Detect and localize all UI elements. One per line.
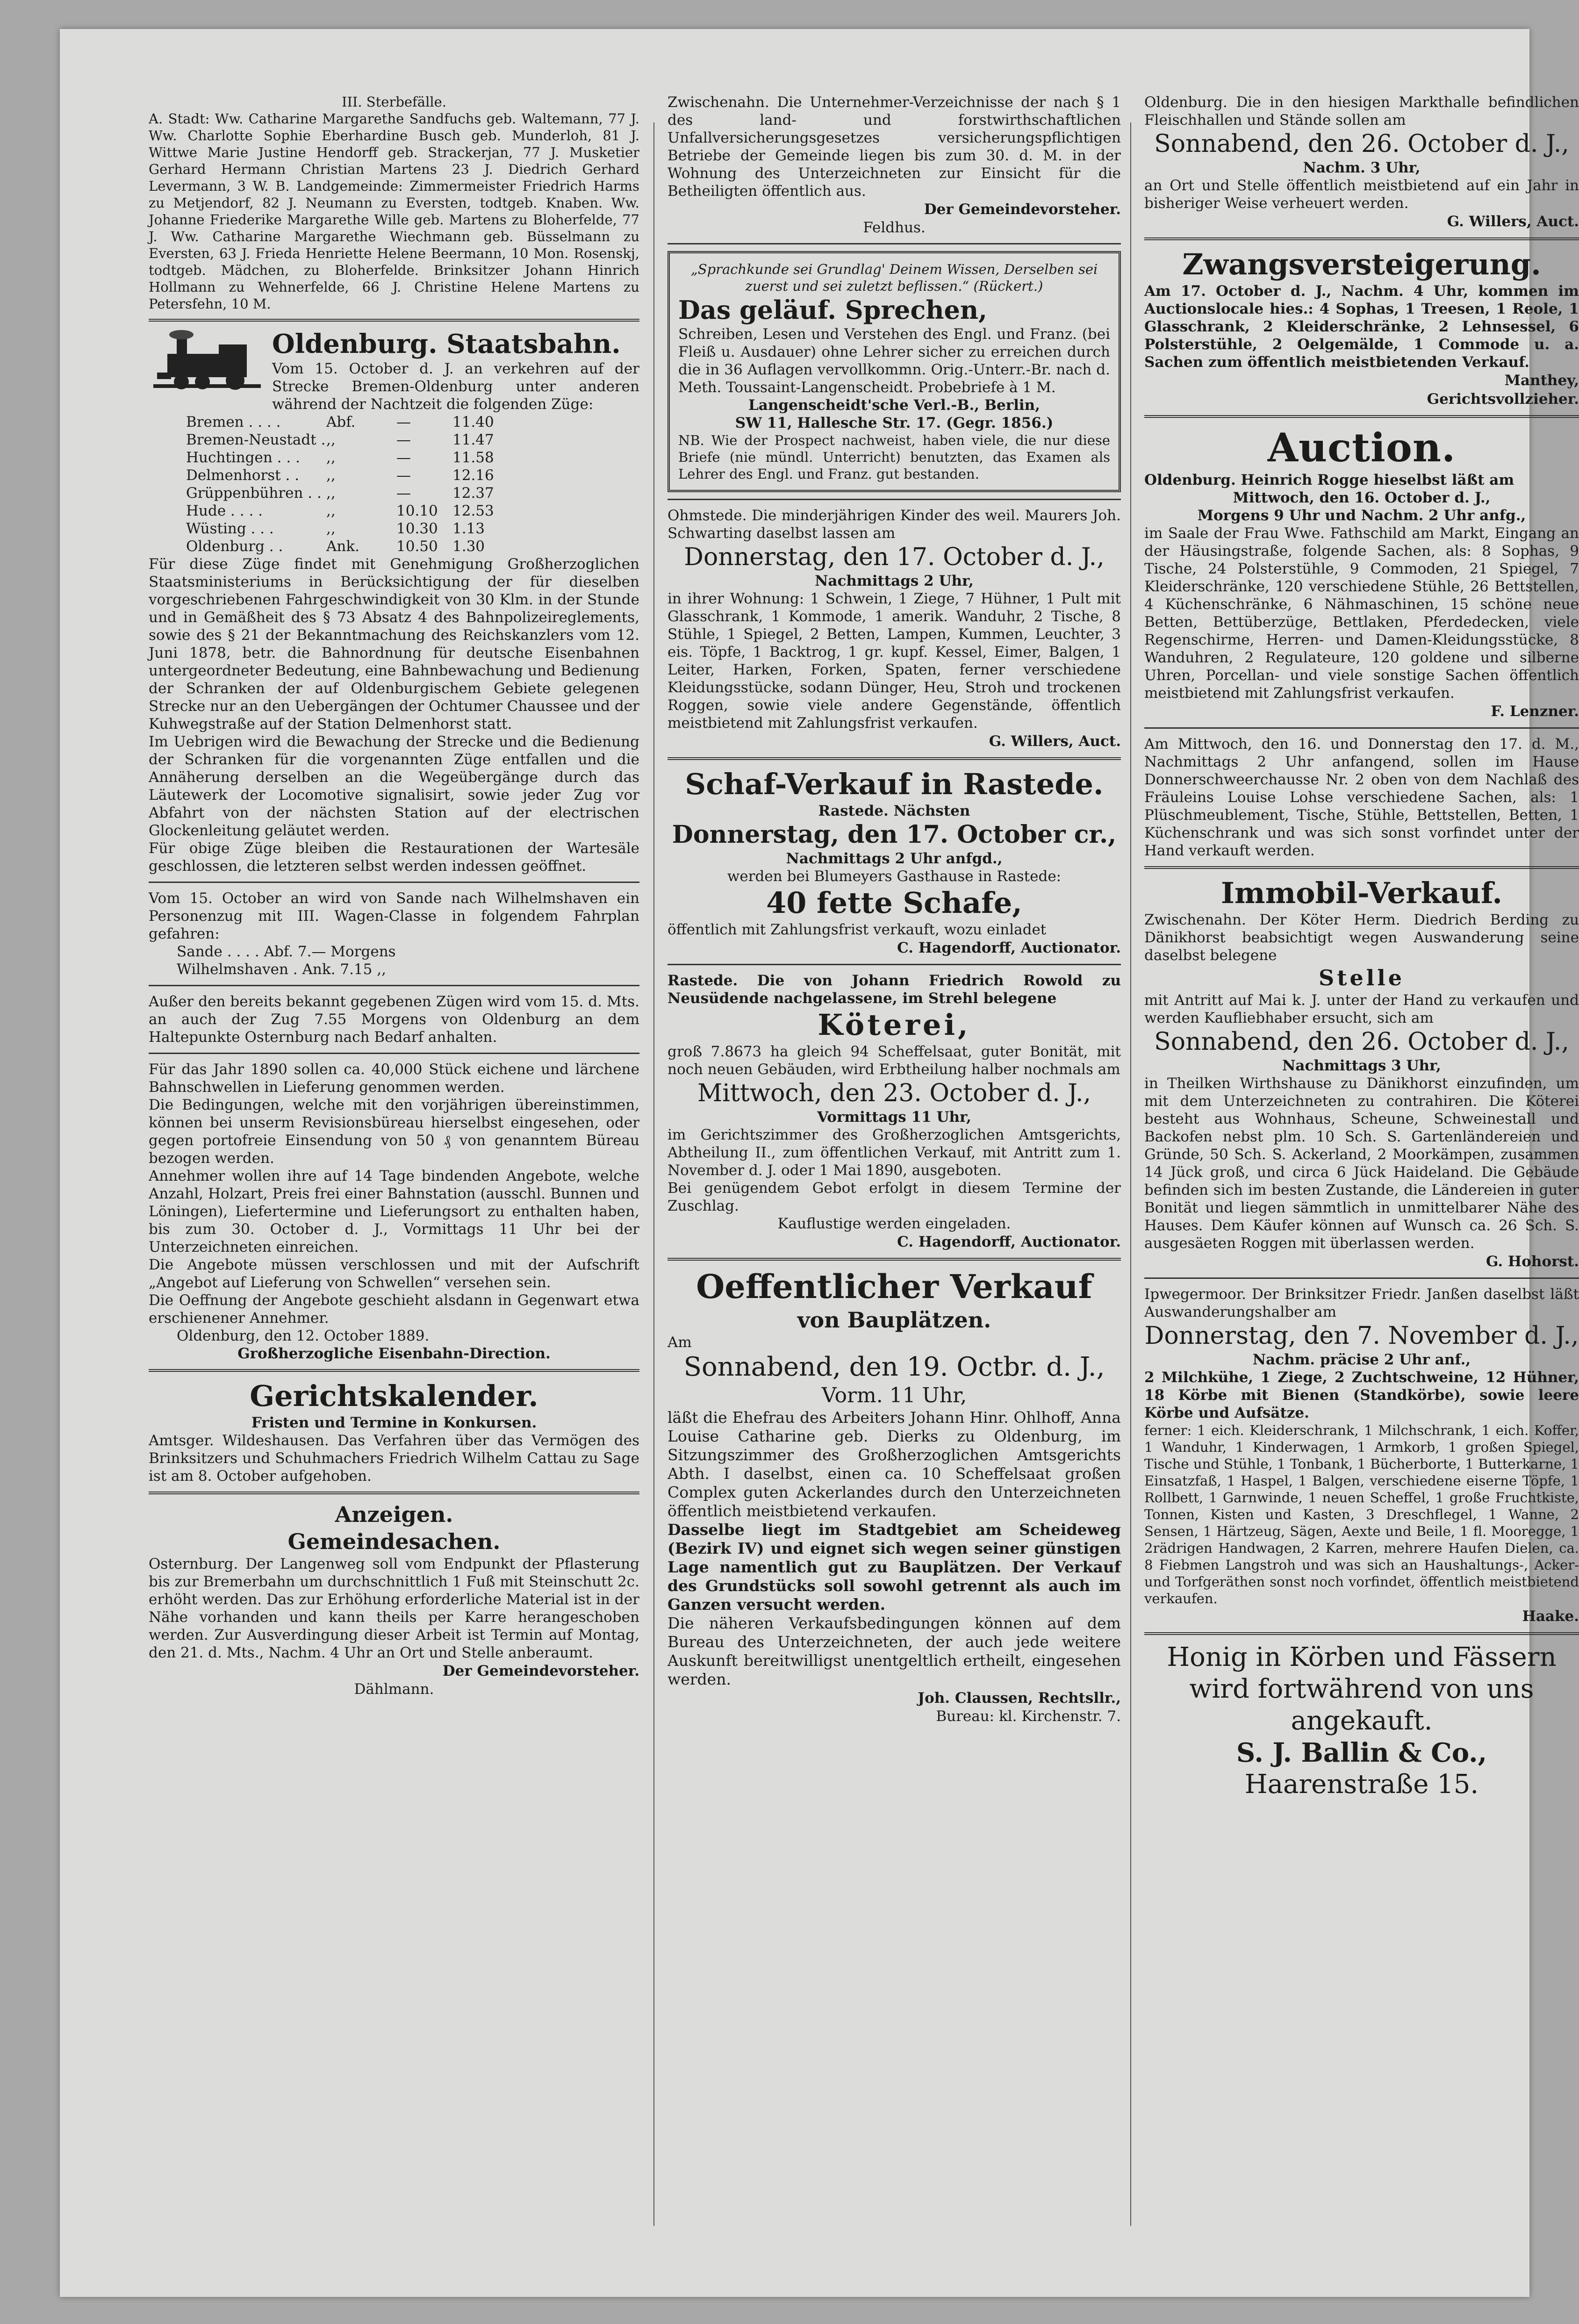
cell: ,, <box>326 431 336 448</box>
estate-sale-text: Am Mittwoch, den 16. und Donnerstag den 17. d. M., Nachmittags 2 Uhr anfangend, sollen im Hause Donnerschweerchausse Nr. 2 oben von dem Nachlaß des Fräuleins Louise Lohse verschiedene Sachen, als: 1 Plüschmeublement, Tische, Stühle, Bettstellen, Betten, 1 Küchenschrank und was sich sonst vorfindet unter der Hand verkauft werden. <box>1144 736 1579 859</box>
sande-row: Sande . . . . Abf. 7.— Morgens <box>177 943 396 960</box>
rail-paragraph: Für obige Züge bleiben die Restaurationen der Wartesäle geschlossen, die letzteren selbst werden indessen geöffnet. <box>149 840 639 875</box>
publisher-address: SW 11, Hallesche Str. 17. (Gegr. 1856.) <box>735 415 1054 431</box>
gemeinde-title: Gemeindesachen. <box>287 1529 501 1554</box>
gemeinde-text: Osternburg. Der Langenweg soll vom Endpunkt der Pflasterung bis zur Bremerbahn um durchschnittlich 1 Fuß mit Steinschutt 2c. erhöht werden. Das zur Erhöhung erforderliche Material ist in der Nähe vorhanden und kann theils per Karre herangeschoben werden. Zur Ausverdingung dieser Arbeit ist Termin auf Montag, den 21. d. Mts., Nachm. 4 Uhr an Ort und Stelle anberaumt. <box>149 1556 639 1661</box>
forced-auction-signature: Manthey, <box>1504 372 1579 389</box>
column-rule <box>653 122 654 2226</box>
rail-intro: Vom 15. October d. J. an verkehren auf der Strecke Bremen-Oldenburg unter anderen während der Nachtzeit die folgenden Züge: <box>272 360 639 413</box>
auction-text: im Saale der Frau Wwe. Fathschild am Markt, Eingang an der Häusingstraße, folgende Sachen, als: 8 Sophas, 9 Tische, 24 Polsterstühle, 9 Commoden, 21 Spiegel, 7 Kleiderschränke, 120 verschiedene Stühle, 26 Bettstellen, 4 Küchenschränke, 6 Nähmaschinen, 15 schöne neue Betten, Bettüberzüge, Bettlaken, Pferdedecken, viele Regenschirme, Herren- und Damen-Kleidungsstücke, 8 Wanduhren, 2 Regulateure, 120 goldene und silberne Uhren, Porcellan- und viele sonstige Sachen öffentlich meistbietend mit Zahlungsfrist verkaufen. <box>1144 525 1579 702</box>
cell: 10.50 <box>396 538 438 555</box>
ipwegermoor-signature: Haake. <box>1522 1608 1579 1625</box>
koeterei-time: Vormittags 11 Uhr, <box>817 1109 971 1126</box>
quote: „Sprachkunde sei Grundlag' Deinem Wissen, Derselben sei zuerst und sei zuletzt beflissen.“ (Rückert.) <box>690 261 1098 294</box>
sheep-sale-headline: 40 fette Schafe, <box>766 886 1022 920</box>
rail-paragraph: Die Angebote müssen verschlossen und mit der Aufschrift „Angebot auf Lieferung von Schwellen“ versehen sein. <box>149 1256 639 1291</box>
locomotive-icon <box>149 328 266 398</box>
station: Delmenhorst . . <box>186 467 300 484</box>
property-sale-intro: Zwischenahn. Der Köter Herm. Diedrich Berding zu Dänikhorst beabsichtigt wegen Auswanderung seine daselbst belegene <box>1144 911 1579 964</box>
auction-time: Morgens 9 Uhr und Nachm. 2 Uhr anfg., <box>1197 507 1526 524</box>
property-sale-stelle: Stelle <box>1319 965 1405 990</box>
language-ad-title: Das geläuf. Sprechen, <box>678 295 987 325</box>
rail-paragraph: Die Bedingungen, welche mit den vorjährigen übereinstimmen, können bei unserm Revisionsbüreau hierselbst eingesehen, oder gegen portofreie Einsendung von 50 ₰ von genanntem Büreau bezogen werden. <box>149 1097 639 1167</box>
divider <box>149 985 639 986</box>
auction-signature: F. Lenzner. <box>1491 703 1579 720</box>
station: Oldenburg . . <box>186 538 283 555</box>
court-title: Gerichtskalender. <box>250 1379 538 1413</box>
property-sale-text: mit Antritt auf Mai k. J. unter der Hand zu verkaufen und werden Kaufliebhaber ersucht, sich am <box>1144 992 1579 1026</box>
cell: 1.13 <box>452 520 485 537</box>
koeterei-signature: C. Hagendorff, Auctionator. <box>897 1234 1121 1250</box>
cell: 11.58 <box>452 449 494 466</box>
ohmstede-intro: Ohmstede. Die minderjährigen Kinder des weil. Maurers Joh. Schwarting daselbst lassen am <box>667 507 1121 542</box>
cell: 12.53 <box>452 502 494 519</box>
divider <box>1144 1277 1579 1279</box>
publisher: Langenscheidt'sche Verl.-B., Berlin, <box>748 397 1040 414</box>
divider <box>667 243 1121 244</box>
public-sale-signature: Joh. Claussen, Rechtsllr., <box>918 1690 1121 1707</box>
cell: 11.40 <box>452 414 494 430</box>
rail-header <box>149 328 639 413</box>
forced-auction-text: Am 17. October d. J., Nachm. 4 Uhr, kommen im Auctionslocale hies.: 4 Sophas, 1 Treesen, 1 Reole, 1 Glasschrank, 2 Kleiderschränke, 2 Lehnsessel, 6 Polsterstühle, 2 Oelgemälde, 1 Commode u. a. Sachen zum öffentlich meistbietenden Verkauf. <box>1144 283 1579 371</box>
timetable <box>186 413 639 555</box>
sheep-sale-line: öffentlich mit Zahlungsfrist verkauft, wozu einladet <box>667 921 1047 938</box>
zwischenahn-signature: Der Gemeindevorsteher. <box>924 201 1121 218</box>
public-sale-address: Bureau: kl. Kirchenstr. 7. <box>936 1708 1121 1725</box>
cell: 10.10 <box>396 502 438 519</box>
divider <box>149 319 639 322</box>
sande-row: Wilhelmshaven . Ank. 7.15 ,, <box>177 961 386 978</box>
column-1 <box>149 93 639 1698</box>
column-2 <box>667 93 1121 1725</box>
rail-paragraph: Im Uebrigen wird die Bewachung der Strecke und die Bedienung der Schranken für die vorgenannten Züge entfallen und die Annäherung derselben an die Wegeübergänge durch das Läutewerk der Locomotive signalisirt, sowie jeder Zug vor Abfahrt von der nächsten Station auf der electrischen Glockenleitung geläutet werden. <box>149 733 639 839</box>
cell: — <box>396 431 411 448</box>
divider <box>667 964 1121 965</box>
divider <box>1144 1632 1579 1635</box>
ipwegermoor-time: Nachm. präcise 2 Uhr anf., <box>1252 1351 1471 1368</box>
cell: ,, <box>326 449 336 466</box>
koeterei-text: Kauflustige werden eingeladen. <box>777 1215 1011 1232</box>
honey-ad-address: Haarenstraße 15. <box>1244 1769 1479 1800</box>
divider <box>667 757 1121 760</box>
property-sale-title: Immobil-Verkauf. <box>1220 876 1503 910</box>
ohmstede-signature: G. Willers, Auct. <box>989 733 1121 750</box>
divider <box>1144 415 1579 418</box>
property-sale-signature: G. Hohorst. <box>1486 1253 1579 1270</box>
public-sale-date: Sonnabend, den 19. Octbr. d. J., <box>683 1352 1105 1382</box>
ads-title: Anzeigen. <box>335 1502 453 1527</box>
ohmstede-date: Donnerstag, den 17. October d. J., <box>684 543 1105 571</box>
cell: ,, <box>326 502 336 519</box>
language-ad-box <box>667 251 1121 492</box>
markthalle-date: Sonnabend, den 26. October d. J., <box>1154 130 1569 158</box>
sheep-sale-time: Nachmittags 2 Uhr anfgd., <box>786 850 1003 867</box>
cell: 11.47 <box>452 431 494 448</box>
auction-title: Auction. <box>1267 424 1456 471</box>
zwischenahn-text: Zwischenahn. Die Unternehmer-Verzeichnisse der nach § 1 des land- und forstwirthschaftlichen Unfallversicherungsgesetzes versicherungspflichtigen Betriebe der Gemeinde liegen bis zum 30. d. M. in der Wohnung des Unterzeichneten zur Einsicht für die Betheiligten öffentlich aus. <box>667 94 1121 200</box>
rail-signature: Großherzogliche Eisenbahn-Direction. <box>237 1345 551 1362</box>
court-text: Amtsger. Wildeshausen. Das Verfahren über das Vermögen des Brinksitzers und Schuhmachers Friedrich Wilhelm Cattau zu Sage ist am 8. October aufgehoben. <box>149 1432 639 1485</box>
cell: 10.30 <box>396 520 438 537</box>
sheep-sale-line: Rastede. Nächsten <box>818 803 970 819</box>
property-sale-time: Nachmittags 3 Uhr, <box>1282 1057 1441 1074</box>
cell: Abf. <box>326 414 356 430</box>
markthalle-text: Oldenburg. Die in den hiesigen Markthalle befindlichen Fleischhallen und Stände sollen am <box>1144 94 1579 129</box>
cell: — <box>396 485 411 502</box>
sheep-sale-signature: C. Hagendorff, Auctionator. <box>897 940 1121 956</box>
cell: 12.37 <box>452 485 494 502</box>
station: Bremen . . . . <box>186 414 281 430</box>
divider <box>149 1053 639 1054</box>
deaths-text: A. Stadt: Ww. Catharine Margarethe Sandfuchs geb. Waltemann, 77 J. Ww. Charlotte Sophie Eberhardine Busch geb. Munderloh, 81 J. Wittwe Marie Justine Hendorff geb. Strackerjan, 77 J. Musketier Gerhard Hermann Christian Martens 23 J. Diedrich Gerhard Levermann, 3 W. B. Landgemeinde: Zimmermeister Friedrich Harms zu Metjendorf, 82 J. Neumann zu Eversten, todtgeb. Knaben. Ww. Johanne Friederike Margarethe Wille geb. Martens zu Bloherfelde, 77 J. Ww. Catharine Margarethe Wiechmann geb. Büsselmann zu Eversten, 63 J. Frieda Henriette Helene Beermann, 10 Mon. Rosenskj, todtgeb. Mädchen, zu Bloherfelde. Brinksitzer Johann Hinrich Hollmann zu Wehnerfelde, 66 J. Christine Helene Martens zu Petersfehn, 10 M. <box>149 111 639 312</box>
station: Hude . . . . <box>186 502 263 519</box>
divider <box>667 1258 1121 1261</box>
koeterei-text: im Gerichtszimmer des Großherzoglichen Amtsgerichts, Abtheilung II., zum öffentlichen Verkauf, mit Antritt zum 1. November d. J. oder 1 Mai 1890, ausgeboten. <box>667 1126 1121 1179</box>
property-sale-date: Sonnabend, den 26. October d. J., <box>1154 1028 1569 1056</box>
public-sale-time: Vorm. 11 Uhr, <box>821 1384 967 1407</box>
cell: — <box>396 467 411 484</box>
divider <box>1144 866 1579 869</box>
language-ad-note: NB. Wie der Prospect nachweist, haben viele, die nur diese Briefe (nie mündl. Unterricht) benutzten, das Examen als Lehrer des Engl. und Franz. gut bestanden. <box>678 432 1110 482</box>
rail-paragraph: Die Oeffnung der Angebote geschieht alsdann in Gegenwart etwa erschienener Annehmer. <box>149 1292 639 1327</box>
public-sale-text: Dasselbe liegt im Stadtgebiet am Scheideweg (Bezirk IV) und eignet sich wegen seiner günstigen Lage namentlich gut zu Bauplätzen. Der Verkauf des Grundstücks soll sowohl getrennt als auch im Ganzen versucht werden. <box>667 1521 1121 1614</box>
ipwegermoor-date: Donnerstag, den 7. November d. J., <box>1144 1322 1579 1350</box>
column-3 <box>1144 93 1579 1800</box>
sheep-sale-title: Schaf-Verkauf in Rastede. <box>685 767 1104 801</box>
zwischenahn-name: Feldhus. <box>863 219 926 236</box>
divider <box>667 499 1121 500</box>
rail-paragraph: Für das Jahr 1890 sollen ca. 40,000 Stück eichene und lärchene Bahnschwellen in Lieferung genommen werden. <box>149 1061 639 1096</box>
rail-paragraph: Für diese Züge findet mit Genehmigung Großherzoglichen Staatsministeriums in Berücksichtigung der für dieselben vorgeschriebenen Fahrgeschwindigkeit von 30 Klm. in der Stunde und in Gemäßheit des § 73 Absatz 4 des Bahnpolizeireglements, sowie des § 21 der Bekanntmachung des Reichskanzlers vom 12. Juni 1878, betr. die Bahnordnung für deutsche Eisenbahnen untergeordneter Bedeutung, eine Bahnbewachung und Bedienung der Schranken der auf Oldenburgischem Gebiete gelegenen Strecke nur an den Uebergängen der Ochtumer Chaussee und der Kuhwegstraße auf der Station Delmenhorst statt. <box>149 556 639 732</box>
divider <box>149 1492 639 1494</box>
koeterei-intro: Rastede. Die von Johann Friedrich Rowold zu Neusüdende nachgelassene, im Strehl belegene <box>667 972 1121 1007</box>
koeterei-text: groß 7.8673 ha gleich 94 Scheffelsaat, guter Bonität, mit noch neuen Gebäuden, wird Erbtheilung halber nochmals am <box>667 1043 1121 1078</box>
koeterei-text: Bei genügendem Gebot erfolgt in diesem Termine der Zuschlag. <box>667 1180 1121 1214</box>
public-sale-text: Die näheren Verkaufsbedingungen können auf dem Bureau des Unterzeichneten, der auch jede weitere Auskunft bereitwilligst unentgeltlich ertheilt, eingesehen werden. <box>667 1614 1121 1688</box>
deaths-title: III. Sterbefälle. <box>341 94 447 110</box>
language-ad-text: Schreiben, Lesen und Verstehen des Engl. und Franz. (bei Fleiß u. Ausdauer) ohne Lehrer sicher zu erreichen durch die in 36 Auflagen vervollkommn. Orig.-Unterr.-Br. nach d. Meth. Toussaint-Langenscheidt. Probebriefe à 1 M. <box>678 326 1110 396</box>
property-sale-text: in Theilken Wirthshause zu Dänikhorst einzufinden, um mit dem Unterzeichneten zu contrahiren. Die Köterei besteht aus Wohnhaus, Scheune, Schweinestall und Backofen nebst plm. 10 Sch. S. Gartenländereien und Gründe, 50 Sch. S. Ackerland, 2 Moorkämpen, zusammen 14 Jück groß, und circa 6 Jück Haideland. Die Gebäude befinden sich im besten Zustande, die Ländereien in guter Bonität und liegen sämmtlich in unmittelbarer Nähe des Hauses. Dem Käufer können auf Wunsch ca. 26 Sch. S. ausgesäeten Roggen mit überlassen werden. <box>1144 1075 1579 1252</box>
public-sale-am: Am <box>667 1334 692 1351</box>
rail-paragraph: Vom 15. October an wird von Sande nach Wilhelmshaven ein Personenzug mit III. Wagen-Classe in folgendem Fahrplan gefahren: <box>149 890 639 942</box>
koeterei-title: Köterei, <box>818 1008 971 1042</box>
auction-date: Mittwoch, den 16. October d. J., <box>1233 489 1491 506</box>
markthalle-text: an Ort und Stelle öffentlich meistbietend auf ein Jahr in bisheriger Weise verheuert werden. <box>1144 177 1579 212</box>
markthalle-time: Nachm. 3 Uhr, <box>1303 159 1421 176</box>
cell: ,, <box>326 485 336 502</box>
koeterei-date: Mittwoch, den 23. October d. J., <box>697 1079 1091 1107</box>
ipwegermoor-text: ferner: 1 eich. Kleiderschrank, 1 Milchschrank, 1 eich. Koffer, 1 Wanduhr, 1 Kinderwagen, 1 Armkorb, 1 großen Spiegel, Tische und Stühle, 1 Tonbank, 1 Bücherborte, 1 Butterkarne, 1 Einsatzfaß, 1 Haspel, 1 Balgen, verschiedene eiserne Töpfe, 1 Rollbett, 1 Garnwinde, 1 neuen Scheffel, 1 große Fruchtkiste, Tonnen, Kisten und Kasten, 3 Dreschflegel, 1 Wanne, 2 Sensen, 1 Härtzeug, Sägen, Aexte und Beile, 1 fl. Mooregge, 1 2rädrigen Handwagen, 2 Karren, mehrere Haufen Dielen, ca. 8 Fiebmen Langstroh und was sich an Haushaltungs-, Acker- und Torfgeräthen sonst noch vorfindet, öffentlich meistbietend verkaufen. <box>1144 1422 1579 1607</box>
ipwegermoor-text: 2 Milchkühe, 1 Ziege, 2 Zuchtschweine, 12 Hühner, 18 Körbe mit Bienen (Standkörbe), sowie leere Körbe und Aufsätze. <box>1144 1369 1579 1421</box>
rail-paragraph: Außer den bereits bekannt gegebenen Zügen wird vom 15. d. Mts. an auch der Zug 7.55 Morgens von Oldenburg an dem Haltepunkte Osternburg nach Bedarf anhalten. <box>149 993 639 1046</box>
forced-auction-signature: Gerichtsvollzieher. <box>1427 391 1579 408</box>
rail-date: Oldenburg, den 12. October 1889. <box>177 1327 430 1344</box>
rail-paragraph: Annehmer wollen ihre auf 14 Tage bindenden Angebote, welche Anzahl, Holzart, Preis frei einer Bahnstation (ausschl. Bunnen und Löningen), Liefertermine und Lieferungsort zu enthalten haben, bis zum 30. October d. J., Vormittags 11 Uhr bei der Unterzeichneten einreichen. <box>149 1168 639 1255</box>
court-subtitle: Fristen und Termine in Konkursen. <box>251 1414 537 1431</box>
divider <box>1144 237 1579 240</box>
public-sale-text: läßt die Ehefrau des Arbeiters Johann Hinr. Ohlhoff, Anna Louise Catharine geb. Dierks zu Oldenburg, im Sitzungszimmer des Großherzoglichen Amtsgerichts Abth. I daselbst, einen ca. 10 Scheffelsaat großen Complex guten Ackerlandes durch den Unterzeichneten öffentlich meistbietend verkaufen. <box>667 1408 1121 1520</box>
station: Wüsting . . . <box>186 520 274 537</box>
gemeinde-name: Dählmann. <box>354 1681 434 1698</box>
newspaper-page <box>60 29 1579 2297</box>
markthalle-signature: G. Willers, Auct. <box>1447 213 1579 230</box>
cell: 12.16 <box>452 467 494 484</box>
ohmstede-time: Nachmittags 2 Uhr, <box>815 573 974 589</box>
cell: ,, <box>326 520 336 537</box>
gemeinde-signature: Der Gemeindevorsteher. <box>442 1663 639 1679</box>
cell: — <box>396 449 411 466</box>
honey-ad-line: Honig in Körben und Fässern <box>1167 1642 1557 1672</box>
column-rule <box>1130 122 1131 2226</box>
ipwegermoor-intro: Ipwegermoor. Der Brinksitzer Friedr. Janßen daselbst läßt Auswanderungshalber am <box>1144 1286 1579 1320</box>
rail-title: Oldenburg. Staatsbahn. <box>272 329 621 359</box>
honey-ad-line: wird fortwährend von uns angekauft. <box>1189 1674 1534 1736</box>
station: Huchtingen . . . <box>186 449 300 466</box>
cell: — <box>396 414 411 430</box>
auction-intro: Oldenburg. Heinrich Rogge hieselbst läßt am <box>1144 472 1514 488</box>
station: Bremen-Neustadt . <box>186 431 326 448</box>
sheep-sale-date: Donnerstag, den 17. October cr., <box>672 820 1117 849</box>
forced-auction-title: Zwangsversteigerung. <box>1182 247 1541 281</box>
public-sale-subtitle: von Bauplätzen. <box>797 1307 991 1333</box>
cell: ,, <box>326 467 336 484</box>
cell: 1.30 <box>452 538 485 555</box>
divider <box>149 1369 639 1372</box>
sheep-sale-line: werden bei Blumeyers Gasthause in Rastede: <box>727 868 1062 885</box>
public-sale-title: Oeffentlicher Verkauf <box>696 1267 1092 1306</box>
divider <box>1144 727 1579 729</box>
ohmstede-text: in ihrer Wohnung: 1 Schwein, 1 Ziege, 7 Hühner, 1 Pult mit Glasschrank, 1 Kommode, 1 amerik. Wanduhr, 2 Tische, 8 Stühle, 1 Spiegel, 2 Betten, Lampen, Kummen, Leuchter, 3 eis. Töpfe, 1 Backtrog, 1 gr. kupf. Kessel, Eimer, Balgen, 1 Leiter, Harken, Forken, Spaten, ferner verschiedene Kleidungsstücke, sodann Dünger, Heu, Stroh und trockenen Roggen, sowie viele andere Gegenstände, öffentlich meistbietend mit Zahlungsfrist verkaufen. <box>667 590 1121 732</box>
honey-ad-firm: S. J. Ballin & Co., <box>1236 1737 1487 1768</box>
cell: Ank. <box>326 538 359 555</box>
station: Grüppenbühren . . <box>186 485 322 502</box>
divider <box>149 882 639 883</box>
